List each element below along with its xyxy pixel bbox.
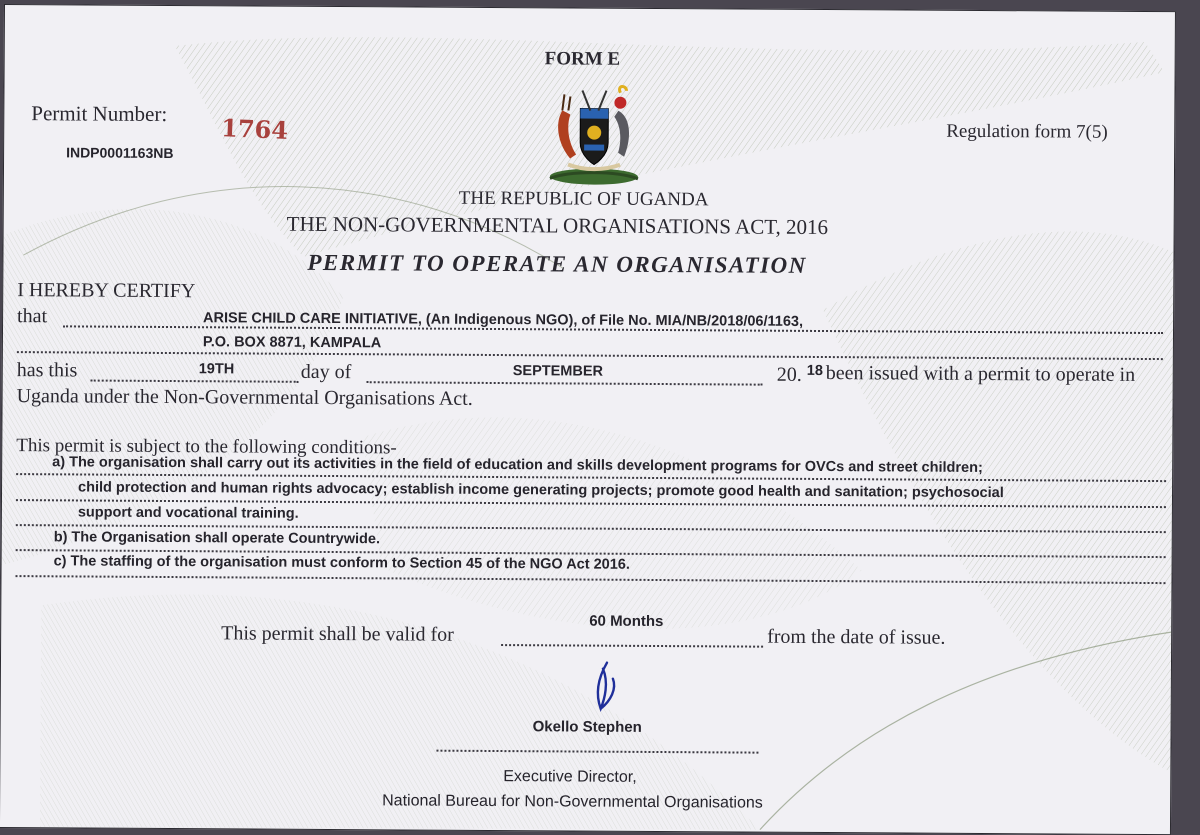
condition-a-line-1: a) The organisation shall carry out its activities in the field of education and skills development programs for OVCs and street children; xyxy=(52,454,983,476)
issue-day: 19TH xyxy=(198,361,235,378)
guilloche-wave-center xyxy=(361,417,862,631)
permit-document xyxy=(0,4,1176,835)
reference-code: INDP0001163NB xyxy=(66,144,174,162)
condition-c: c) The staffing of the organisation must conform to Section 45 of the NGO Act 2016. xyxy=(53,553,630,573)
signatory-title: Executive Director, xyxy=(503,768,637,786)
condition-b: b) The Organisation shall operate Countrywide. xyxy=(53,529,381,548)
condition-a-line-2: child protection and human rights advocacy; establish income generating projects; promote good health and sanitation; psychosocial xyxy=(77,479,1004,502)
permit-number-value: 1764 xyxy=(220,113,289,145)
issue-year: 18 xyxy=(806,362,823,380)
regulation-reference: Regulation form 7(5) xyxy=(946,120,1108,143)
organisation-name: ARISE CHILD CARE INITIATIVE, (An Indigenous NGO), of File No. MIA/NB/2018/06/1163, xyxy=(203,310,804,330)
act-heading: THE NON-GOVERNMENTAL ORGANISATIONS ACT, 2016 xyxy=(286,211,829,240)
condition-a-line-3: support and vocational training. xyxy=(77,504,299,522)
signatory-name: Okello Stephen xyxy=(532,718,642,736)
permit-number-label: Permit Number: xyxy=(31,101,168,126)
handwritten-signature xyxy=(581,659,641,719)
organisation-address: P.O. BOX 8871, KAMPALA xyxy=(202,334,382,352)
issued-statement-continued: Uganda under the Non-Governmental Organisations Act. xyxy=(16,385,473,410)
coat-of-arms-emblem xyxy=(540,80,649,187)
has-this-label: has this xyxy=(16,359,78,382)
certify-intro: I HEREBY CERTIFY xyxy=(17,279,196,303)
republic-heading: THE REPUBLIC OF UGANDA xyxy=(458,187,709,211)
day-of-label: day of xyxy=(300,360,352,384)
issued-statement: been issued with a permit to operate in xyxy=(825,362,1136,386)
issue-month: SEPTEMBER xyxy=(512,363,604,380)
validity-suffix: from the date of issue. xyxy=(767,625,946,649)
form-label: FORM E xyxy=(544,48,621,70)
century-prefix: 20. xyxy=(776,363,802,386)
validity-duration: 60 Months xyxy=(589,612,664,631)
conditions-intro: This permit is subject to the following conditions- xyxy=(16,435,397,459)
validity-prefix: This permit shall be valid for xyxy=(221,622,454,646)
permit-title: PERMIT TO OPERATE AN ORGANISATION xyxy=(307,249,807,278)
that-label: that xyxy=(17,305,48,328)
signatory-organisation: National Bureau for Non-Governmental Organisations xyxy=(382,792,763,812)
